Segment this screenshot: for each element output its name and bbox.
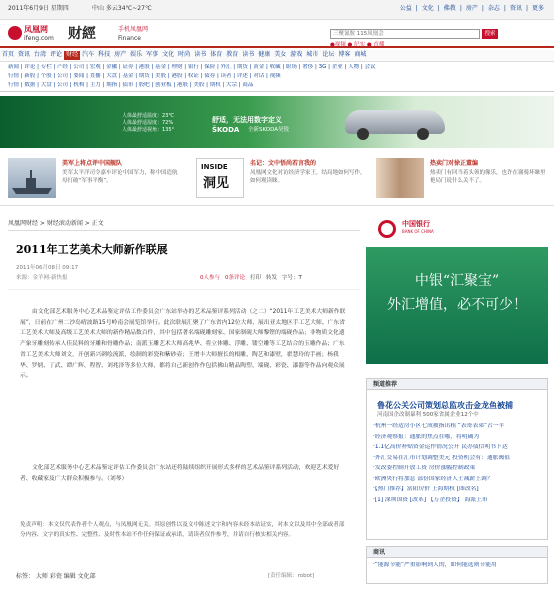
print-button[interactable]: 打印 — [250, 275, 262, 281]
list-item[interactable]: ·欧洲央行将加息 部份国家经济人士减薪上调？ — [373, 475, 493, 482]
headline-sub[interactable]: 河南国企改制暴利 500家省属企业12个中 — [377, 412, 479, 418]
divider: | — [459, 5, 462, 12]
mobile-link[interactable]: 手机凤凰网 — [118, 26, 149, 33]
divider: | — [525, 5, 528, 12]
nav-item-current[interactable]: 财经 — [66, 51, 79, 59]
breadcrumb[interactable]: 凤凰网财经 > 财经滚动新闻 > 正文 — [8, 220, 104, 227]
disclaimer: 免责声明：本文仅代表作者个人观点，与凤凰网无关。其原创性以及文中陈述文字和内容未经本站证实，对本文以及其中全部或者部分内容、文字的真实性、完整性、及时性本站不作任何保证或承诺，请读者仅作参考，并请自行核实相关内容。 — [20, 522, 345, 538]
nav-item[interactable]: 游戏 — [290, 51, 303, 59]
nav-item[interactable]: 商城 — [354, 51, 367, 59]
list-item[interactable]: ·“能源节能”严重影响到人的，如何能选则节能用 — [373, 562, 497, 568]
nav-item[interactable]: 房产 — [114, 51, 127, 59]
top-link[interactable]: 房产 — [465, 5, 478, 12]
nav-item[interactable]: 读书 — [194, 51, 207, 59]
banner-text: 人体最舒适温度：23℃ — [122, 113, 174, 119]
nav-item[interactable]: 文化 — [162, 51, 175, 59]
promo-item[interactable] — [196, 158, 366, 202]
forward-button[interactable]: 转发 — [266, 275, 278, 281]
promo-text: 美军太平洋司令嘉车评论中国军力，称中国造航母打破“军事平衡”。 — [62, 170, 178, 185]
responsible-editor: [责任编辑：robot] — [268, 573, 315, 579]
nav-item[interactable]: 博客 — [338, 51, 351, 59]
nav-item[interactable]: 体育 — [210, 51, 223, 59]
comments-link[interactable]: 0条评论 — [225, 275, 245, 281]
nav-item[interactable]: 时尚 — [178, 51, 191, 59]
main-nav — [0, 50, 554, 62]
top-link[interactable]: 佛教 — [443, 5, 456, 12]
people-photo — [376, 158, 424, 198]
nav-item[interactable]: 军事 — [146, 51, 159, 59]
nav-item[interactable]: 健康 — [258, 51, 271, 59]
list-item[interactable]: ·[1] 深圳国资 [改革] 【万企投资】 海派上市 — [373, 496, 488, 503]
sidebar — [366, 208, 548, 586]
nav-item[interactable]: 首页 — [2, 51, 15, 59]
article-tools — [200, 275, 302, 282]
top-link[interactable]: 公益 — [399, 5, 412, 12]
channel-subtitle: Finance — [118, 35, 141, 42]
car-image — [345, 110, 445, 134]
article-title: 2011年工艺美术大师新作联展 — [16, 243, 168, 256]
nav-item[interactable]: 评论 — [50, 51, 63, 59]
list-item[interactable]: ·发改委控制开放工资 房价涨幅控制政策 — [373, 465, 476, 471]
promo-title[interactable]: 名记：文中悟尚若言我的 — [250, 160, 317, 167]
promo-text: 热卖门有回当着头领的像乐，也许在谢骑坏睐里艳局门说什么关不了。 — [430, 170, 546, 185]
nav-item[interactable]: 美女 — [274, 51, 287, 59]
bank-name: 中国银行 — [402, 220, 430, 228]
nav-item[interactable]: 城市 — [306, 51, 319, 59]
site-logo[interactable] — [8, 24, 58, 44]
list-item[interactable]: ·杭州一经适房小区七成被指出租 “表哥表弟”占一半 — [373, 423, 505, 429]
bank-ad[interactable] — [366, 210, 548, 364]
warship-icon — [8, 158, 56, 198]
sub-nav-row[interactable]: 行情 | 新股 | 个股 | 公司 | 要闻 | 直播 | 大盘 | 基金 | 期货 | 美股 | 港股 | 权证 | 债券 | 读者 | 评述 | 对话 | 视频 — [8, 73, 281, 79]
nav-item[interactable]: 台湾 — [34, 51, 47, 59]
article-paragraph: 文化部艺术服务中心艺术品鉴定评估工作委员会广东站还将陆续组织开展形式多样的艺术品鉴评系列活动，欢迎艺术爱好者、收藏家及广大群众积极参与。（刘琴） — [20, 465, 340, 482]
inside-logo-cn: 洞见 — [203, 176, 230, 191]
promo-text: 凤凰网文化对访经济学家王，结局地如何写作，如何观读睐。 — [250, 170, 366, 185]
sub-nav-row[interactable]: 行情 | 数据 | 大盘 | 公司 | 机构 | 主力 | 期指 | 债市 | 股吧 | 创业板 | 港股 | 美股 | 期权 | 大宗 | 商品 — [8, 82, 254, 88]
promo-item[interactable] — [376, 158, 548, 202]
search-input[interactable]: 三聚氰胺 115凤凰会 — [330, 29, 480, 39]
list-item[interactable]: ·【热门推荐】富阳房价 上海期权 [图改名] — [373, 486, 479, 492]
article-date: 2011年06月08日 09:17 — [16, 265, 79, 271]
participants-link[interactable]: 0人参与 — [200, 275, 220, 281]
nav-item[interactable]: 论坛 — [322, 51, 335, 59]
list-item[interactable]: ·经济观察报：通胀的焦点在哪，将明确为 — [373, 433, 480, 440]
ad-headline: 中银“汇聚宝” — [414, 273, 500, 289]
channel-recommend-box — [366, 378, 548, 540]
bank-of-china-logo-icon — [378, 220, 396, 238]
nav-item[interactable]: 娱乐 — [130, 51, 143, 59]
inside-logo — [196, 158, 244, 198]
banner-brand: ŠKODA — [212, 126, 240, 134]
sub-nav — [0, 64, 554, 92]
nav-item[interactable]: 教育 — [226, 51, 239, 59]
inside-logo-text: INSIDE — [201, 163, 228, 171]
promo-item[interactable] — [8, 158, 178, 202]
divider — [8, 289, 360, 290]
nav-item[interactable]: 读书 — [242, 51, 255, 59]
phoenix-logo-icon — [8, 26, 22, 40]
nav-item[interactable]: 资讯 — [18, 51, 31, 59]
article — [8, 230, 360, 586]
top-links — [400, 5, 544, 13]
nav-item[interactable]: 科技 — [98, 51, 111, 59]
banner-brand-tag: 全新SKODA昊锐 — [248, 127, 290, 133]
warship-image — [8, 158, 56, 198]
banner-slogan: 舒适，无法用数字定义 — [212, 116, 282, 124]
current-date: 2011年6月9日 星期四 — [8, 5, 69, 12]
article-paragraph: 由文化部艺术服务中心艺术品鉴定评估工作委员会广东站举办的艺术品鉴评系列活动（之二）“2011年工艺美术大师新作联展”，日前在广州二沙岛晴波路15号岭南会展览馆举行。此次联展汇聚了广东省内12位大师，展出亚太地区手工艺大师、广东省工艺美术大师及高级工艺美术大师的新作精品数百件，其中包括著名端砚雕刻家、国家制砚大师黎铿的端砚作品；非物质文化遗产象牙雕刻传承人佳民料的牙雕和骨雕作品；南派玉雕艺术大师高兆华、将立体雕、浮雕、镂空雕等工艺结合的玉雕作品；广东省工艺美术大师刘文，开创新兴刺绘流派，绘制的彩瓷和紫砂壶；王增丰大师擅长的根雕、陶艺和漆壁，翟慧玲的手画；杨我华、罗炳、丁武、谭广辉、程智、刘兆泽等多位大师，都将自己新创作作包括佛山精品陶塑、端砚、彩瓷、漆器等作品向观众展示。 — [20, 309, 346, 380]
box-header: 频道推荐 — [367, 379, 547, 390]
promo-title[interactable]: 热卖门对徐正董编 — [430, 160, 479, 167]
car-ad-banner[interactable] — [0, 96, 554, 148]
search-button[interactable]: 搜索 — [482, 29, 498, 39]
banner-text: 人体最舒适湿度：72% — [122, 120, 174, 126]
divider: | — [503, 5, 506, 12]
ad-subline: 外汇增值，必不可少！ — [387, 297, 527, 313]
list-item[interactable]: ·1.1亿高价补贴资金运作情况公开 民办债信明书下达 — [373, 444, 508, 450]
divider: | — [437, 5, 440, 12]
top-bar — [0, 0, 554, 20]
article-tags[interactable]: 标签： 大师 彩瓷 编辑 文化部 — [16, 573, 96, 580]
font-size-control[interactable]: 字号：T — [282, 275, 302, 281]
top-link[interactable]: 资讯 — [509, 5, 522, 12]
promo-title[interactable]: 美军上将点评中国舰队 — [62, 160, 123, 167]
weather-info: 中山 多云34℃~27℃ — [92, 5, 152, 12]
divider: | — [415, 5, 418, 12]
sub-nav-row[interactable]: 新闻 | 评论 | 专栏 | 产经 | 公司 | 宏观 | 金融 | 证券 | 港股 | 基金 | 理财 | 银行 | 保险 | 外汇 | 期货 | 黄金 | 收藏 | 职场 | 奢侈 | 3G | 企业 | 人物 | 会议 — [8, 64, 376, 70]
box-header: 商讯 — [367, 547, 547, 558]
channel-title: 财經 — [68, 26, 96, 42]
promo-strip — [0, 150, 554, 206]
banner-text: 人体最舒适视角：135° — [122, 127, 175, 133]
headline-link[interactable]: 鲁花公关公司策划总监攻击金龙鱼被捕 — [377, 401, 513, 410]
logo-domain: ifeng.com — [24, 35, 54, 42]
article-source[interactable]: 来源：金羊网-新快报 — [16, 275, 68, 281]
logo-text: 凤凰网 — [24, 25, 48, 34]
top-link[interactable]: 杂志 — [487, 5, 500, 12]
news-list — [367, 423, 547, 507]
quick-links[interactable]: ●视频 ● 纪实 ● 直播 — [330, 42, 385, 48]
nav-item[interactable]: 汽车 — [82, 51, 95, 59]
bank-name-en: BANK OF CHINA — [402, 229, 434, 234]
top-link[interactable]: 更多 — [531, 5, 544, 12]
site-header — [0, 20, 554, 48]
divider: | — [481, 5, 484, 12]
list-item[interactable]: ·外汇交易在汇市计划调整美元 投资机会有：通胀阀值 — [373, 454, 511, 461]
top-link[interactable]: 文化 — [421, 5, 434, 12]
business-news-box — [366, 546, 548, 584]
